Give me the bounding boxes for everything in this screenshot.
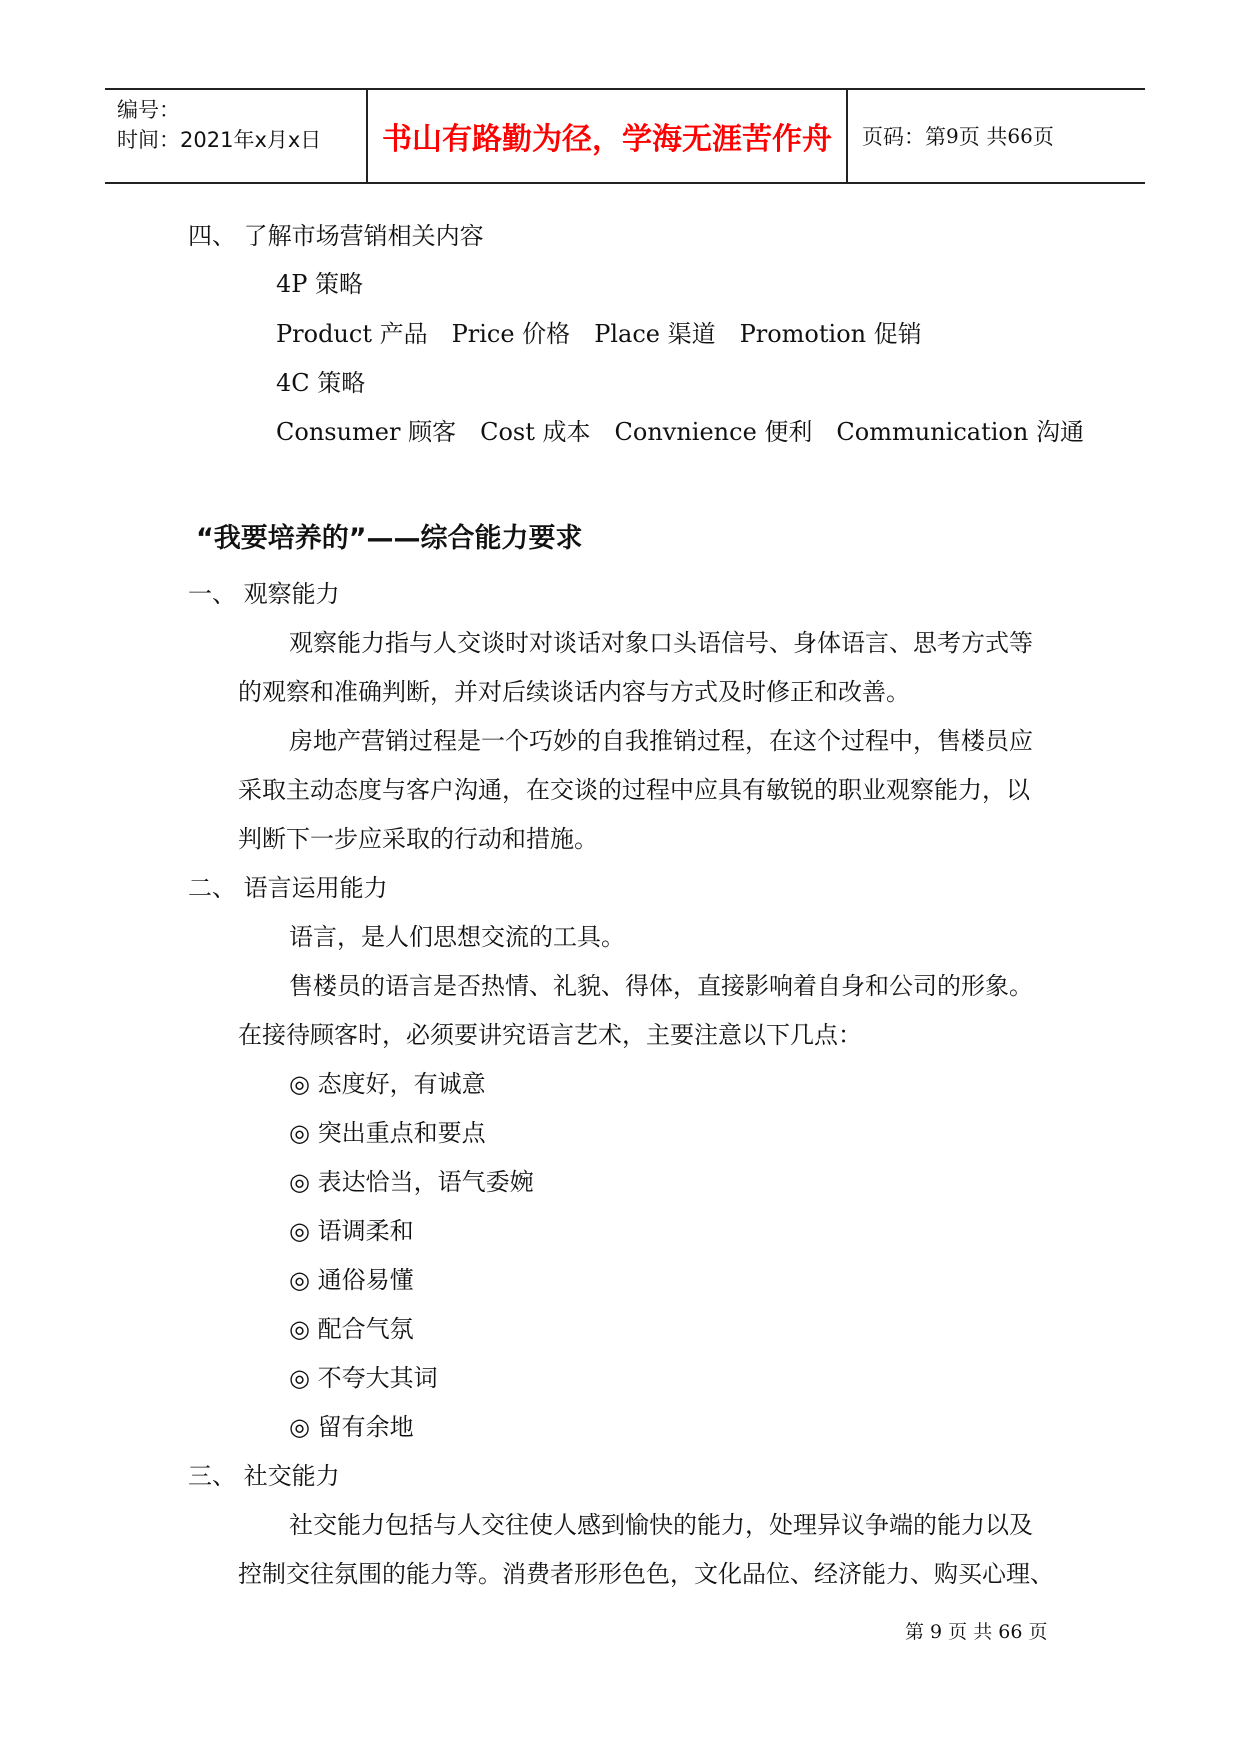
page-total: 66: [1007, 124, 1033, 148]
paragraph-line: 观察能力指与人交谈时对谈话对象口头语信号、身体语言、思考方式等: [289, 629, 1033, 657]
section-title-marketing: 四、 了解市场营销相关内容: [188, 222, 484, 250]
paragraph-line: 采取主动态度与客户沟通，在交谈的过程中应具有敏锐的职业观察能力，以: [238, 776, 1030, 804]
paragraph-line: 语言，是人们思想交流的工具。: [289, 923, 625, 951]
strategy-4c-title: 4C 策略: [276, 369, 366, 397]
section-heading: “我要培养的”——综合能力要求: [196, 523, 583, 554]
header-motto: 书山有路勤为径，学海无涯苦作舟: [368, 90, 848, 182]
page-suffix: 页: [1032, 125, 1054, 149]
paragraph-line: 售楼员的语言是否热情、礼貌、得体，直接影响着自身和公司的形象。: [289, 972, 1033, 1000]
strategy-item: Place 渠道: [594, 320, 716, 348]
list-item: ◎ 通俗易懂: [289, 1266, 414, 1294]
paragraph-line: 在接待顾客时，必须要讲究语言艺术，主要注意以下几点：: [238, 1021, 862, 1049]
strategy-item: Cost 成本: [480, 418, 591, 446]
strategy-4c-items: [276, 416, 1084, 448]
strategy-item: Product 产品: [276, 320, 428, 348]
paragraph-line: 的观察和准确判断，并对后续谈话内容与方式及时修正和改善。: [238, 678, 910, 706]
time-label: 时间：2021年x月x日: [117, 128, 322, 152]
list-item: ◎ 突出重点和要点: [289, 1119, 486, 1147]
ability-title-language: 二、 语言运用能力: [188, 874, 388, 902]
ability-title-observation: 一、 观察能力: [188, 580, 340, 608]
paragraph-line: 控制交往氛围的能力等。消费者形形色色，文化品位、经济能力、购买心理、: [238, 1560, 1054, 1588]
paragraph-line: 判断下一步应采取的行动和措施。: [238, 825, 598, 853]
page-footer: 第 9 页 共 66 页: [905, 1621, 1048, 1643]
strategy-4p-items: [276, 318, 922, 350]
list-item: ◎ 语调柔和: [289, 1217, 414, 1245]
strategy-item: Consumer 顾客: [276, 418, 457, 446]
page-mid: 页 共: [958, 125, 1008, 149]
list-item: ◎ 不夸大其词: [289, 1364, 438, 1392]
strategy-4p-title: 4P 策略: [276, 270, 364, 298]
header-page-info: [848, 90, 1145, 182]
ability-title-social: 三、 社交能力: [188, 1462, 340, 1490]
strategy-item: Price 价格: [451, 320, 571, 348]
page-prefix: 页码：第: [862, 125, 946, 149]
list-item: ◎ 表达恰当，语气委婉: [289, 1168, 534, 1196]
paragraph-line: 房地产营销过程是一个巧妙的自我推销过程，在这个过程中，售楼员应: [289, 727, 1033, 755]
list-item: ◎ 配合气氛: [289, 1315, 414, 1343]
list-item: ◎ 留有余地: [289, 1413, 414, 1441]
paragraph-line: 社交能力包括与人交往使人感到愉快的能力，处理异议争端的能力以及: [289, 1511, 1033, 1539]
strategy-item: Convnience 便利: [614, 418, 813, 446]
number-label: 编号：: [117, 98, 180, 122]
strategy-item: Communication 沟通: [836, 418, 1084, 446]
strategy-item: Promotion 促销: [739, 320, 922, 348]
page-header: [105, 88, 1145, 184]
page-number: 9: [946, 124, 959, 148]
list-item: ◎ 态度好，有诚意: [289, 1070, 486, 1098]
header-meta: [105, 90, 368, 182]
